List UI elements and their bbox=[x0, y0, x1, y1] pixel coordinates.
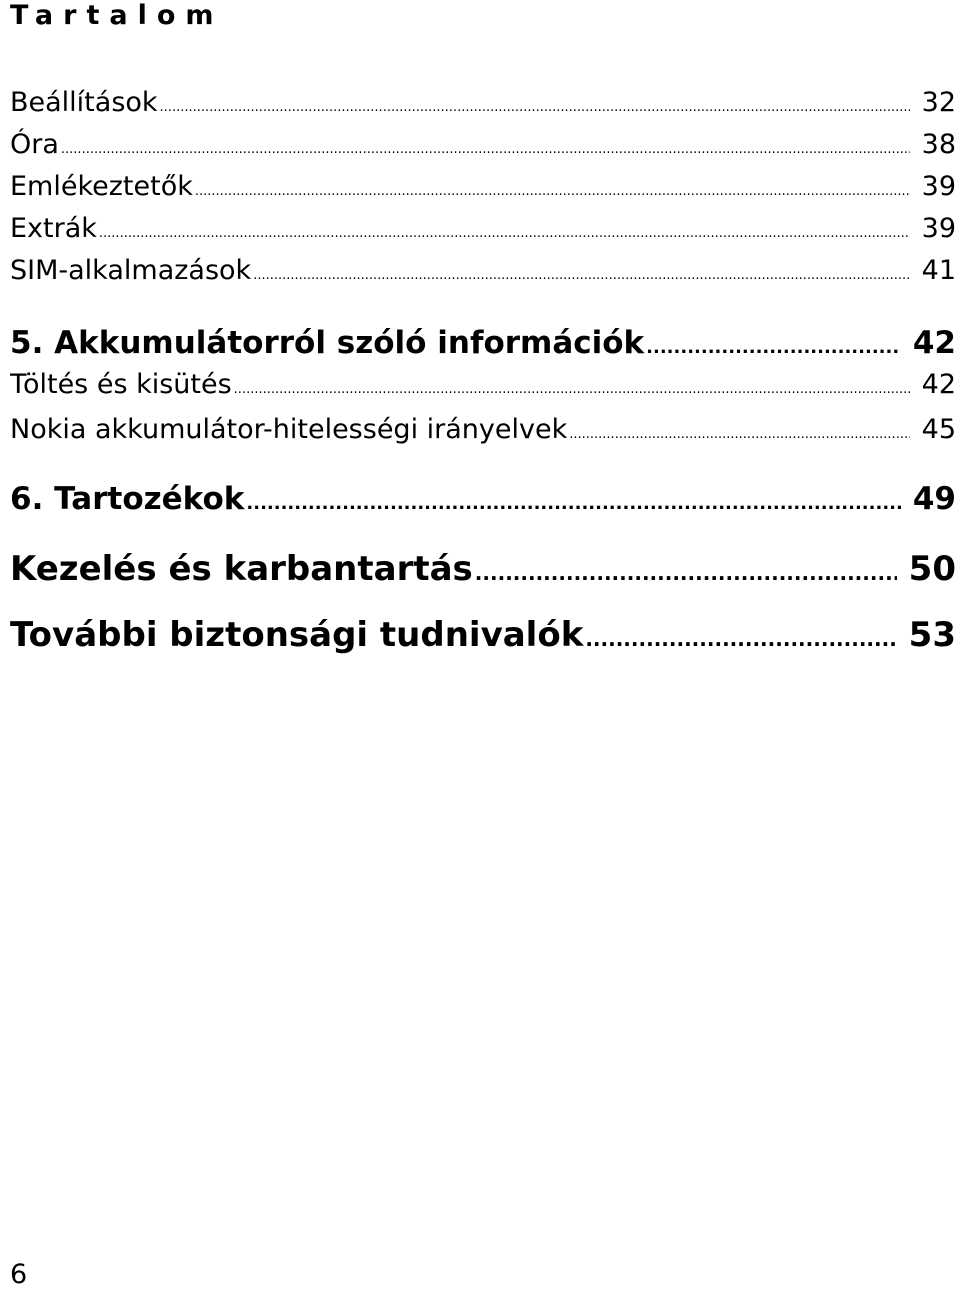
toc-leader-dots bbox=[195, 175, 910, 209]
toc-chapter-entry[interactable] bbox=[10, 324, 956, 367]
toc-leader-dots bbox=[646, 329, 901, 367]
toc-leader-dots bbox=[99, 217, 910, 251]
toc-entry-label: Beállítások bbox=[10, 87, 158, 118]
toc-entry-label: SIM-alkalmazások bbox=[10, 255, 252, 286]
toc-major-entry[interactable] bbox=[10, 548, 956, 594]
toc-entry-page: 41 bbox=[921, 255, 956, 286]
toc-entry-page: 39 bbox=[921, 171, 956, 202]
toc-entry-page: 32 bbox=[921, 87, 956, 118]
toc-entry-page: 50 bbox=[908, 549, 956, 589]
toc-entry[interactable] bbox=[10, 128, 956, 167]
toc-leader-dots bbox=[246, 485, 900, 523]
toc-entry-page: 38 bbox=[921, 129, 956, 160]
toc-major-entry[interactable] bbox=[10, 614, 956, 660]
toc-leader-dots bbox=[160, 91, 910, 125]
toc-entry-page: 53 bbox=[908, 615, 956, 655]
toc-entry[interactable] bbox=[10, 254, 956, 293]
toc-heading: Tartalom bbox=[10, 0, 224, 31]
toc-entry[interactable] bbox=[10, 413, 956, 452]
toc-leader-dots bbox=[475, 552, 897, 594]
toc-leader-dots bbox=[61, 133, 910, 167]
toc-entry-label: 6. Tartozékok bbox=[10, 481, 245, 517]
toc-entry-label: További biztonsági tudnivalók bbox=[10, 615, 584, 655]
toc-entry-label: 5. Akkumulátorról szóló információk bbox=[10, 325, 645, 361]
toc-entry-page: 42 bbox=[921, 369, 956, 400]
toc-entry-page: 42 bbox=[912, 325, 956, 361]
toc-entry-label: Töltés és kisütés bbox=[10, 369, 232, 400]
toc-entry-page: 39 bbox=[921, 213, 956, 244]
toc-entry[interactable] bbox=[10, 368, 956, 407]
toc-entry-label: Nokia akkumulátor-hitelességi irányelvek bbox=[10, 414, 568, 445]
toc-entry-label: Kezelés és karbantartás bbox=[10, 549, 473, 589]
toc-chapter-entry[interactable] bbox=[10, 480, 956, 523]
toc-entry-page: 45 bbox=[921, 414, 956, 445]
toc-entry-label: Emlékeztetők bbox=[10, 171, 193, 202]
toc-leader-dots bbox=[585, 618, 896, 660]
toc-leader-dots bbox=[569, 418, 909, 452]
toc-entry[interactable] bbox=[10, 86, 956, 125]
toc-entry-label: Extrák bbox=[10, 213, 97, 244]
toc-entry[interactable] bbox=[10, 212, 956, 251]
page-number: 6 bbox=[10, 1259, 28, 1290]
toc-entry-label: Óra bbox=[10, 129, 59, 160]
toc-leader-dots bbox=[234, 373, 910, 407]
toc-entry-page: 49 bbox=[912, 481, 956, 517]
toc-entry[interactable] bbox=[10, 170, 956, 209]
toc-leader-dots bbox=[253, 259, 909, 293]
